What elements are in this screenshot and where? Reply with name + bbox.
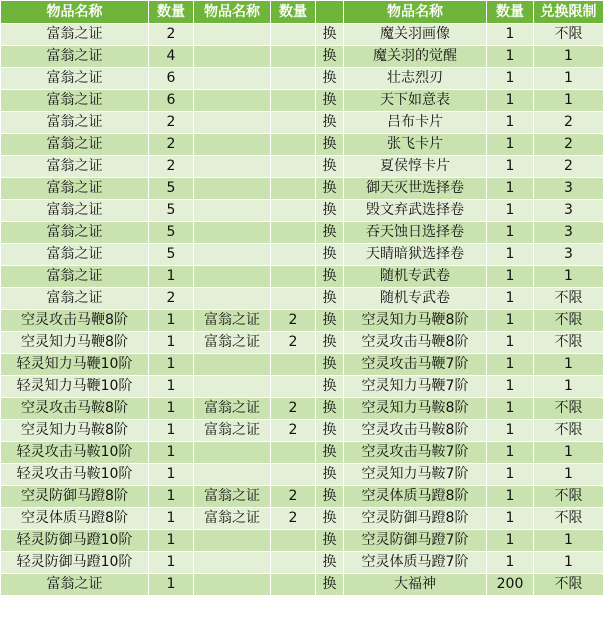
extra-quantity xyxy=(271,134,316,156)
reward-quantity: 1 xyxy=(487,46,534,68)
cost-item-name: 轻灵防御马蹬10阶 xyxy=(1,552,149,574)
cost-quantity: 1 xyxy=(149,508,194,530)
exchange-marker: 换 xyxy=(316,464,344,486)
cost-item-name: 轻灵攻击马鞍10阶 xyxy=(1,442,149,464)
table-row xyxy=(1,46,603,68)
reward-quantity: 1 xyxy=(487,376,534,398)
cost-item-name: 富翁之证 xyxy=(1,134,149,156)
reward-quantity: 1 xyxy=(487,244,534,266)
extra-item-name: 富翁之证 xyxy=(194,486,271,508)
reward-quantity: 1 xyxy=(487,134,534,156)
header-item-name-2: 物品名称 xyxy=(194,1,271,24)
exchange-marker: 换 xyxy=(316,46,344,68)
exchange-limit: 1 xyxy=(534,68,603,90)
cost-item-name: 富翁之证 xyxy=(1,68,149,90)
extra-item-name xyxy=(194,464,271,486)
table-row xyxy=(1,200,603,222)
exchange-marker: 换 xyxy=(316,222,344,244)
exchange-marker: 换 xyxy=(316,508,344,530)
exchange-limit: 不限 xyxy=(534,508,603,530)
header-exchange-limit: 兑换限制 xyxy=(534,1,603,24)
cost-quantity: 1 xyxy=(149,552,194,574)
extra-quantity xyxy=(271,288,316,310)
table-row xyxy=(1,288,603,310)
header-reward-quantity: 数量 xyxy=(487,1,534,24)
extra-quantity xyxy=(271,464,316,486)
table-row xyxy=(1,24,603,46)
exchange-marker: 换 xyxy=(316,398,344,420)
cost-item-name: 富翁之证 xyxy=(1,112,149,134)
extra-item-name xyxy=(194,112,271,134)
table-row xyxy=(1,90,603,112)
exchange-marker: 换 xyxy=(316,178,344,200)
extra-item-name xyxy=(194,530,271,552)
table-row xyxy=(1,486,603,508)
header-item-name: 物品名称 xyxy=(1,1,149,24)
extra-quantity: 2 xyxy=(271,398,316,420)
extra-item-name xyxy=(194,156,271,178)
table-row xyxy=(1,552,603,574)
extra-quantity xyxy=(271,24,316,46)
exchange-marker: 换 xyxy=(316,200,344,222)
extra-quantity: 2 xyxy=(271,332,316,354)
exchange-limit: 不限 xyxy=(534,398,603,420)
exchange-marker: 换 xyxy=(316,24,344,46)
exchange-marker: 换 xyxy=(316,530,344,552)
cost-quantity: 2 xyxy=(149,24,194,46)
reward-quantity: 1 xyxy=(487,310,534,332)
extra-item-name xyxy=(194,134,271,156)
reward-quantity: 1 xyxy=(487,486,534,508)
cost-quantity: 4 xyxy=(149,46,194,68)
extra-item-name xyxy=(194,222,271,244)
reward-quantity: 1 xyxy=(487,354,534,376)
cost-item-name: 空灵防御马蹬8阶 xyxy=(1,486,149,508)
extra-quantity xyxy=(271,46,316,68)
cost-quantity: 6 xyxy=(149,68,194,90)
reward-quantity: 1 xyxy=(487,112,534,134)
table-row xyxy=(1,134,603,156)
reward-name: 空灵知力马鞍7阶 xyxy=(344,464,487,486)
exchange-limit: 3 xyxy=(534,244,603,266)
extra-quantity: 2 xyxy=(271,508,316,530)
extra-quantity xyxy=(271,376,316,398)
cost-item-name: 富翁之证 xyxy=(1,178,149,200)
reward-name: 空灵知力马鞭8阶 xyxy=(344,310,487,332)
extra-item-name xyxy=(194,266,271,288)
header-quantity: 数量 xyxy=(149,1,194,24)
exchange-marker: 换 xyxy=(316,90,344,112)
extra-quantity xyxy=(271,530,316,552)
reward-quantity: 1 xyxy=(487,24,534,46)
exchange-limit: 1 xyxy=(534,354,603,376)
cost-item-name: 富翁之证 xyxy=(1,244,149,266)
exchange-limit: 1 xyxy=(534,90,603,112)
cost-quantity: 5 xyxy=(149,244,194,266)
exchange-marker: 换 xyxy=(316,420,344,442)
extra-quantity: 2 xyxy=(271,420,316,442)
table-body xyxy=(1,24,603,596)
table-row xyxy=(1,112,603,134)
exchange-marker: 换 xyxy=(316,354,344,376)
extra-quantity xyxy=(271,222,316,244)
exchange-marker: 换 xyxy=(316,486,344,508)
reward-quantity: 1 xyxy=(487,156,534,178)
cost-quantity: 1 xyxy=(149,420,194,442)
reward-name: 空灵攻击马鞍8阶 xyxy=(344,420,487,442)
extra-quantity: 2 xyxy=(271,486,316,508)
cost-item-name: 富翁之证 xyxy=(1,574,149,596)
extra-quantity xyxy=(271,178,316,200)
reward-quantity: 1 xyxy=(487,332,534,354)
cost-item-name: 富翁之证 xyxy=(1,156,149,178)
extra-item-name xyxy=(194,376,271,398)
exchange-limit: 1 xyxy=(534,376,603,398)
exchange-marker: 换 xyxy=(316,574,344,596)
exchange-limit: 不限 xyxy=(534,420,603,442)
reward-name: 空灵防御马蹬7阶 xyxy=(344,530,487,552)
cost-quantity: 1 xyxy=(149,464,194,486)
cost-quantity: 1 xyxy=(149,530,194,552)
cost-quantity: 1 xyxy=(149,354,194,376)
cost-item-name: 富翁之证 xyxy=(1,24,149,46)
exchange-limit: 不限 xyxy=(534,24,603,46)
reward-name: 天睛暗狱选择卷 xyxy=(344,244,487,266)
cost-item-name: 富翁之证 xyxy=(1,266,149,288)
extra-item-name: 富翁之证 xyxy=(194,310,271,332)
extra-quantity xyxy=(271,200,316,222)
reward-name: 御天灭世选择卷 xyxy=(344,178,487,200)
table-row xyxy=(1,574,603,596)
exchange-limit: 3 xyxy=(534,178,603,200)
exchange-limit: 1 xyxy=(534,464,603,486)
header-reward-name: 物品名称 xyxy=(344,1,487,24)
cost-quantity: 1 xyxy=(149,398,194,420)
cost-item-name: 轻灵知力马鞭10阶 xyxy=(1,376,149,398)
exchange-limit: 1 xyxy=(534,46,603,68)
reward-quantity: 1 xyxy=(487,90,534,112)
exchange-marker: 换 xyxy=(316,134,344,156)
table-row xyxy=(1,442,603,464)
extra-quantity xyxy=(271,244,316,266)
exchange-limit: 1 xyxy=(534,442,603,464)
exchange-limit: 1 xyxy=(534,552,603,574)
reward-name: 大福神 xyxy=(344,574,487,596)
cost-item-name: 空灵攻击马鞍8阶 xyxy=(1,398,149,420)
cost-item-name: 富翁之证 xyxy=(1,46,149,68)
cost-item-name: 空灵知力马鞍8阶 xyxy=(1,420,149,442)
reward-quantity: 1 xyxy=(487,508,534,530)
cost-quantity: 1 xyxy=(149,486,194,508)
exchange-marker: 换 xyxy=(316,552,344,574)
exchange-marker: 换 xyxy=(316,156,344,178)
cost-quantity: 5 xyxy=(149,200,194,222)
reward-name: 空灵攻击马鞭8阶 xyxy=(344,332,487,354)
table-row xyxy=(1,222,603,244)
extra-item-name xyxy=(194,574,271,596)
table-row xyxy=(1,508,603,530)
extra-item-name xyxy=(194,200,271,222)
reward-name: 张飞卡片 xyxy=(344,134,487,156)
exchange-marker: 换 xyxy=(316,310,344,332)
exchange-marker: 换 xyxy=(316,266,344,288)
reward-name: 魔关羽画像 xyxy=(344,24,487,46)
cost-quantity: 5 xyxy=(149,222,194,244)
extra-item-name xyxy=(194,354,271,376)
extra-item-name xyxy=(194,24,271,46)
exchange-limit: 2 xyxy=(534,156,603,178)
exchange-marker: 换 xyxy=(316,244,344,266)
table-row xyxy=(1,332,603,354)
reward-name: 空灵体质马蹬7阶 xyxy=(344,552,487,574)
table-row xyxy=(1,244,603,266)
cost-quantity: 6 xyxy=(149,90,194,112)
exchange-marker: 换 xyxy=(316,442,344,464)
cost-quantity: 1 xyxy=(149,332,194,354)
exchange-limit: 不限 xyxy=(534,310,603,332)
cost-item-name: 富翁之证 xyxy=(1,288,149,310)
table-row xyxy=(1,156,603,178)
header-exchange xyxy=(316,1,344,24)
cost-quantity: 5 xyxy=(149,178,194,200)
table-row xyxy=(1,266,603,288)
reward-name: 随机专武卷 xyxy=(344,288,487,310)
cost-item-name: 富翁之证 xyxy=(1,90,149,112)
extra-quantity: 2 xyxy=(271,310,316,332)
table-row xyxy=(1,376,603,398)
reward-quantity: 1 xyxy=(487,288,534,310)
extra-quantity xyxy=(271,156,316,178)
table-row xyxy=(1,310,603,332)
extra-item-name xyxy=(194,244,271,266)
exchange-limit: 不限 xyxy=(534,332,603,354)
cost-item-name: 空灵知力马鞭8阶 xyxy=(1,332,149,354)
cost-quantity: 1 xyxy=(149,266,194,288)
reward-name: 天下如意表 xyxy=(344,90,487,112)
reward-name: 夏侯惇卡片 xyxy=(344,156,487,178)
reward-quantity: 1 xyxy=(487,420,534,442)
extra-quantity xyxy=(271,266,316,288)
reward-name: 空灵知力马鞭7阶 xyxy=(344,376,487,398)
cost-quantity: 1 xyxy=(149,376,194,398)
reward-quantity: 1 xyxy=(487,442,534,464)
reward-quantity: 1 xyxy=(487,222,534,244)
extra-item-name xyxy=(194,90,271,112)
reward-name: 吞天蚀日选择卷 xyxy=(344,222,487,244)
extra-item-name xyxy=(194,46,271,68)
reward-quantity: 1 xyxy=(487,530,534,552)
exchange-marker: 换 xyxy=(316,68,344,90)
table-row xyxy=(1,530,603,552)
extra-item-name xyxy=(194,178,271,200)
cost-quantity: 1 xyxy=(149,310,194,332)
table-row xyxy=(1,464,603,486)
cost-item-name: 富翁之证 xyxy=(1,222,149,244)
extra-item-name xyxy=(194,442,271,464)
exchange-marker: 换 xyxy=(316,288,344,310)
reward-quantity: 1 xyxy=(487,266,534,288)
reward-name: 吕布卡片 xyxy=(344,112,487,134)
reward-name: 空灵攻击马鞭7阶 xyxy=(344,354,487,376)
cost-item-name: 轻灵攻击马鞍10阶 xyxy=(1,464,149,486)
extra-item-name: 富翁之证 xyxy=(194,420,271,442)
cost-quantity: 1 xyxy=(149,574,194,596)
extra-quantity xyxy=(271,552,316,574)
header-row xyxy=(1,1,603,24)
cost-quantity: 2 xyxy=(149,134,194,156)
reward-quantity: 1 xyxy=(487,464,534,486)
reward-quantity: 1 xyxy=(487,398,534,420)
extra-item-name xyxy=(194,288,271,310)
reward-quantity: 1 xyxy=(487,178,534,200)
cost-quantity: 1 xyxy=(149,442,194,464)
reward-name: 空灵防御马蹬8阶 xyxy=(344,508,487,530)
table-row xyxy=(1,178,603,200)
extra-item-name: 富翁之证 xyxy=(194,508,271,530)
table-row xyxy=(1,68,603,90)
exchange-limit: 3 xyxy=(534,222,603,244)
cost-quantity: 2 xyxy=(149,288,194,310)
reward-name: 空灵攻击马鞍7阶 xyxy=(344,442,487,464)
exchange-limit: 2 xyxy=(534,112,603,134)
exchange-limit: 不限 xyxy=(534,574,603,596)
exchange-limit: 1 xyxy=(534,530,603,552)
extra-item-name xyxy=(194,68,271,90)
extra-quantity xyxy=(271,112,316,134)
extra-quantity xyxy=(271,354,316,376)
exchange-limit: 1 xyxy=(534,266,603,288)
cost-item-name: 轻灵防御马蹬10阶 xyxy=(1,530,149,552)
reward-name: 随机专武卷 xyxy=(344,266,487,288)
table-row xyxy=(1,398,603,420)
table-row xyxy=(1,420,603,442)
extra-quantity xyxy=(271,68,316,90)
reward-name: 壮志烈刃 xyxy=(344,68,487,90)
cost-item-name: 富翁之证 xyxy=(1,200,149,222)
reward-name: 毁文弃武选择卷 xyxy=(344,200,487,222)
exchange-limit: 不限 xyxy=(534,486,603,508)
extra-quantity xyxy=(271,90,316,112)
extra-item-name xyxy=(194,552,271,574)
exchange-marker: 换 xyxy=(316,112,344,134)
cost-item-name: 空灵体质马蹬8阶 xyxy=(1,508,149,530)
cost-item-name: 空灵攻击马鞭8阶 xyxy=(1,310,149,332)
exchange-limit: 不限 xyxy=(534,288,603,310)
reward-quantity: 1 xyxy=(487,552,534,574)
reward-name: 空灵知力马鞍8阶 xyxy=(344,398,487,420)
cost-quantity: 2 xyxy=(149,156,194,178)
extra-quantity xyxy=(271,442,316,464)
reward-quantity: 1 xyxy=(487,200,534,222)
reward-quantity: 1 xyxy=(487,68,534,90)
extra-quantity xyxy=(271,574,316,596)
cost-item-name: 轻灵知力马鞭10阶 xyxy=(1,354,149,376)
exchange-limit: 3 xyxy=(534,200,603,222)
exchange-marker: 换 xyxy=(316,376,344,398)
reward-name: 空灵体质马蹬8阶 xyxy=(344,486,487,508)
exchange-limit: 2 xyxy=(534,134,603,156)
extra-item-name: 富翁之证 xyxy=(194,332,271,354)
header-quantity-2: 数量 xyxy=(271,1,316,24)
exchange-marker: 换 xyxy=(316,332,344,354)
reward-quantity: 200 xyxy=(487,574,534,596)
reward-name: 魔关羽的觉醒 xyxy=(344,46,487,68)
table-row xyxy=(1,354,603,376)
extra-item-name: 富翁之证 xyxy=(194,398,271,420)
cost-quantity: 2 xyxy=(149,112,194,134)
